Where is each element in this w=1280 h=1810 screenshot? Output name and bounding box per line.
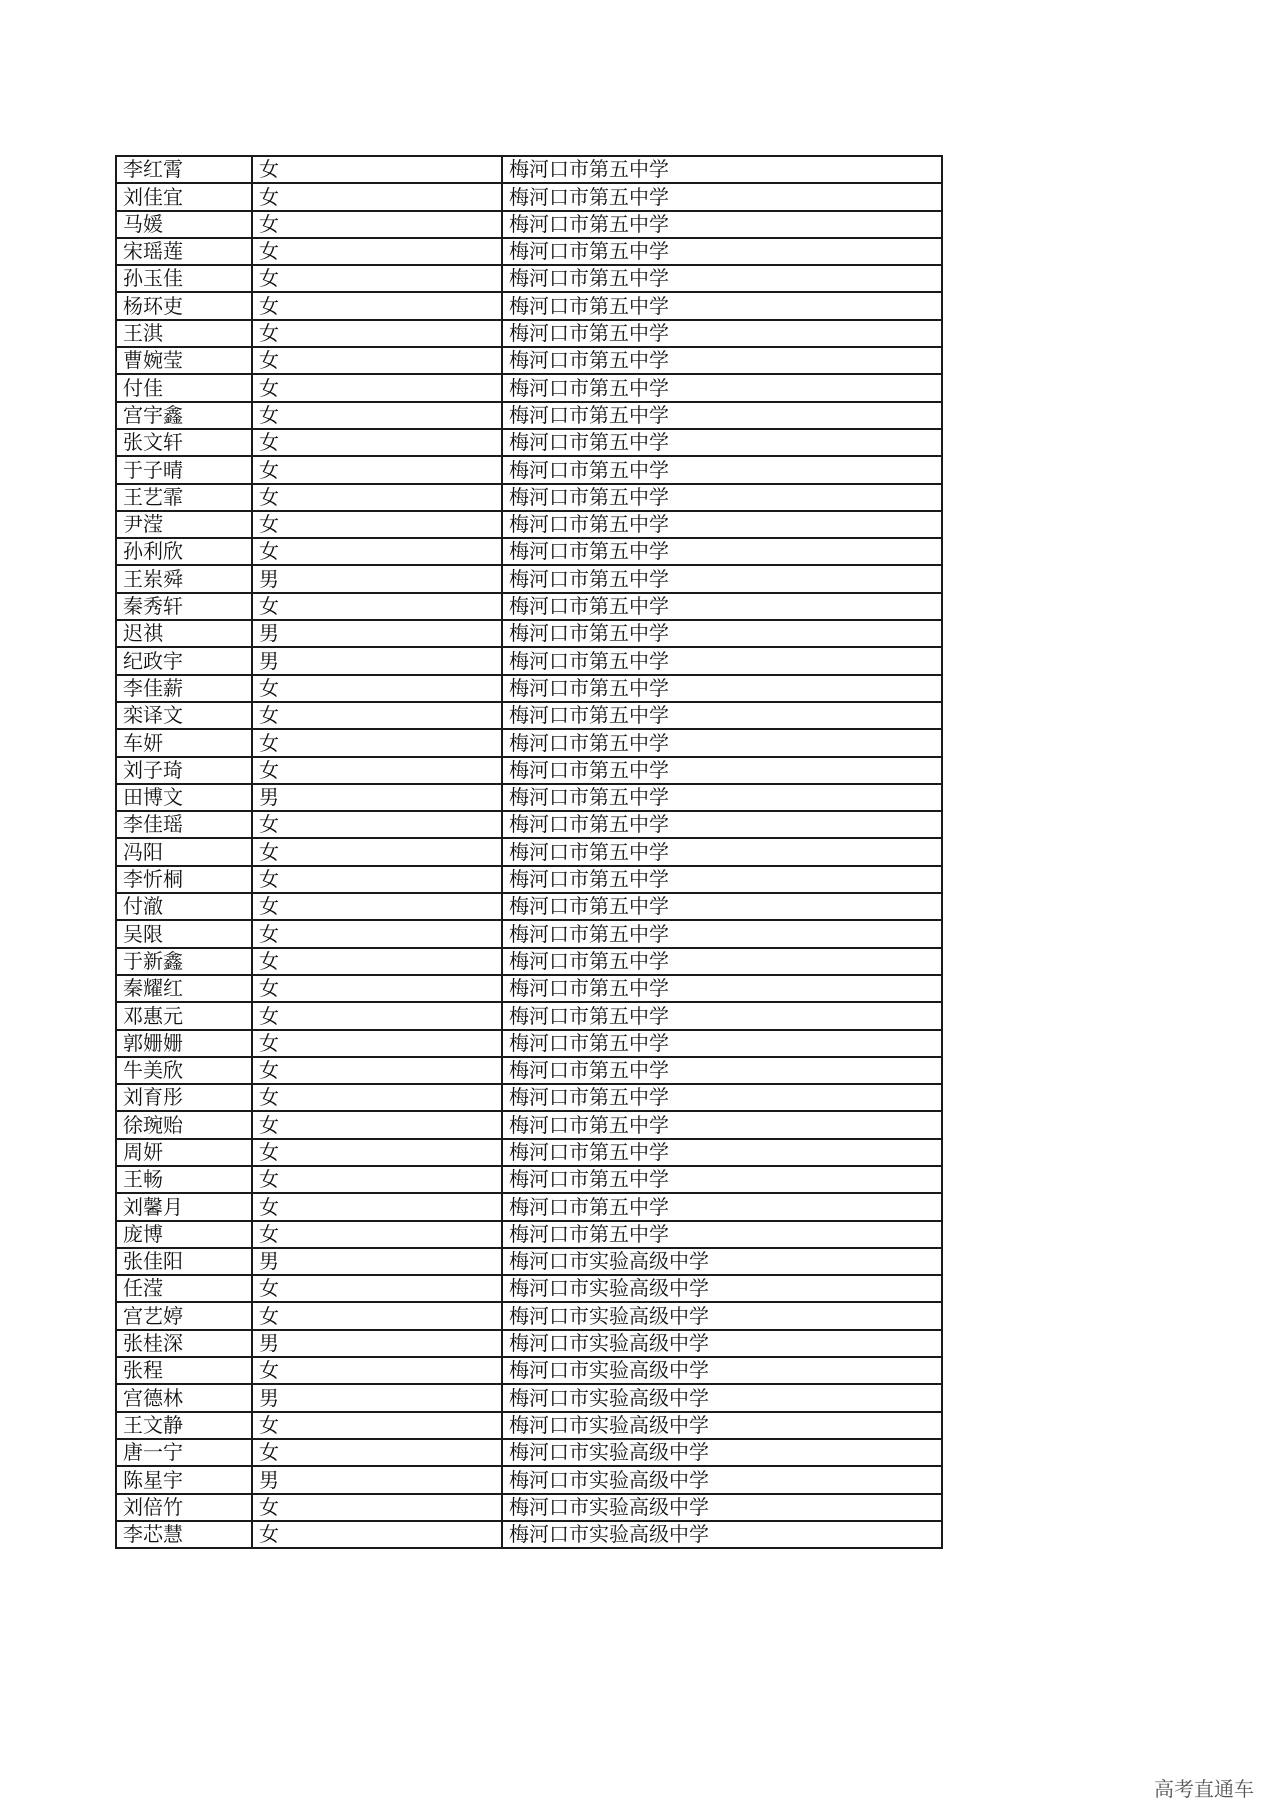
gender-cell: 女 xyxy=(252,183,502,210)
table-row xyxy=(116,1466,942,1493)
school-cell: 梅河口市第五中学 xyxy=(502,1166,942,1193)
gender-cell: 女 xyxy=(252,347,502,374)
table-row xyxy=(116,156,942,183)
gender-cell: 女 xyxy=(252,265,502,292)
name-cell: 宫宇鑫 xyxy=(116,402,252,429)
name-cell: 马媛 xyxy=(116,211,252,238)
school-cell: 梅河口市第五中学 xyxy=(502,183,942,210)
table-row xyxy=(116,292,942,319)
name-cell: 宫德林 xyxy=(116,1384,252,1411)
gender-cell: 女 xyxy=(252,1275,502,1302)
school-cell: 梅河口市第五中学 xyxy=(502,265,942,292)
gender-cell: 女 xyxy=(252,320,502,347)
name-cell: 王畅 xyxy=(116,1166,252,1193)
school-cell: 梅河口市第五中学 xyxy=(502,456,942,483)
name-cell: 刘馨月 xyxy=(116,1193,252,1220)
school-cell: 梅河口市第五中学 xyxy=(502,729,942,756)
table-row xyxy=(116,620,942,647)
school-cell: 梅河口市第五中学 xyxy=(502,866,942,893)
name-cell: 唐一宁 xyxy=(116,1439,252,1466)
gender-cell: 女 xyxy=(252,702,502,729)
name-cell: 李红霄 xyxy=(116,156,252,183)
table-row xyxy=(116,1139,942,1166)
table-row xyxy=(116,1275,942,1302)
school-cell: 梅河口市实验高级中学 xyxy=(502,1521,942,1548)
school-cell: 梅河口市第五中学 xyxy=(502,1057,942,1084)
name-cell: 纪政宇 xyxy=(116,647,252,674)
table-row xyxy=(116,838,942,865)
table-row xyxy=(116,1384,942,1411)
gender-cell: 女 xyxy=(252,1494,502,1521)
table-row xyxy=(116,238,942,265)
gender-cell: 女 xyxy=(252,1139,502,1166)
name-cell: 王文静 xyxy=(116,1412,252,1439)
school-cell: 梅河口市第五中学 xyxy=(502,1030,942,1057)
table-row xyxy=(116,456,942,483)
gender-cell: 女 xyxy=(252,402,502,429)
gender-cell: 男 xyxy=(252,647,502,674)
name-cell: 刘育彤 xyxy=(116,1084,252,1111)
school-cell: 梅河口市实验高级中学 xyxy=(502,1494,942,1521)
name-cell: 曹婉莹 xyxy=(116,347,252,374)
school-cell: 梅河口市第五中学 xyxy=(502,1221,942,1248)
table-row xyxy=(116,1439,942,1466)
name-cell: 任滢 xyxy=(116,1275,252,1302)
name-cell: 王艺霏 xyxy=(116,484,252,511)
name-cell: 张桂深 xyxy=(116,1330,252,1357)
school-cell: 梅河口市第五中学 xyxy=(502,893,942,920)
gender-cell: 女 xyxy=(252,511,502,538)
school-cell: 梅河口市第五中学 xyxy=(502,511,942,538)
table-row xyxy=(116,402,942,429)
name-cell: 栾译文 xyxy=(116,702,252,729)
name-cell: 张文轩 xyxy=(116,429,252,456)
table-row xyxy=(116,1330,942,1357)
school-cell: 梅河口市第五中学 xyxy=(502,1002,942,1029)
gender-cell: 女 xyxy=(252,1111,502,1138)
table-row xyxy=(116,511,942,538)
table-row xyxy=(116,347,942,374)
name-cell: 徐琬贻 xyxy=(116,1111,252,1138)
name-cell: 王淇 xyxy=(116,320,252,347)
gender-cell: 女 xyxy=(252,1166,502,1193)
school-cell: 梅河口市第五中学 xyxy=(502,757,942,784)
school-cell: 梅河口市第五中学 xyxy=(502,402,942,429)
table-row xyxy=(116,729,942,756)
school-cell: 梅河口市第五中学 xyxy=(502,565,942,592)
gender-cell: 女 xyxy=(252,292,502,319)
name-cell: 尹滢 xyxy=(116,511,252,538)
table-row xyxy=(116,593,942,620)
table-row xyxy=(116,1248,942,1275)
school-cell: 梅河口市第五中学 xyxy=(502,292,942,319)
table-row xyxy=(116,866,942,893)
gender-cell: 女 xyxy=(252,1084,502,1111)
table-row xyxy=(116,948,942,975)
gender-cell: 女 xyxy=(252,975,502,1002)
name-cell: 王岽舜 xyxy=(116,565,252,592)
gender-cell: 女 xyxy=(252,1357,502,1384)
school-cell: 梅河口市实验高级中学 xyxy=(502,1439,942,1466)
school-cell: 梅河口市第五中学 xyxy=(502,593,942,620)
name-cell: 秦秀轩 xyxy=(116,593,252,620)
table-row xyxy=(116,1030,942,1057)
name-cell: 邓惠元 xyxy=(116,1002,252,1029)
gender-cell: 女 xyxy=(252,156,502,183)
name-cell: 宋瑶莲 xyxy=(116,238,252,265)
watermark-text: 高考直通车 xyxy=(1154,1777,1254,1801)
school-cell: 梅河口市第五中学 xyxy=(502,811,942,838)
gender-cell: 女 xyxy=(252,1057,502,1084)
school-cell: 梅河口市第五中学 xyxy=(502,784,942,811)
gender-cell: 女 xyxy=(252,920,502,947)
table-row xyxy=(116,320,942,347)
table-row xyxy=(116,1111,942,1138)
gender-cell: 女 xyxy=(252,1521,502,1548)
table-row xyxy=(116,1221,942,1248)
school-cell: 梅河口市第五中学 xyxy=(502,1084,942,1111)
name-cell: 庞博 xyxy=(116,1221,252,1248)
gender-cell: 女 xyxy=(252,456,502,483)
table-row xyxy=(116,1521,942,1548)
table-row xyxy=(116,1302,942,1329)
school-cell: 梅河口市实验高级中学 xyxy=(502,1248,942,1275)
table-row xyxy=(116,1084,942,1111)
name-cell: 付澈 xyxy=(116,893,252,920)
gender-cell: 女 xyxy=(252,484,502,511)
table-row xyxy=(116,211,942,238)
table-row xyxy=(116,757,942,784)
gender-cell: 女 xyxy=(252,1193,502,1220)
school-cell: 梅河口市第五中学 xyxy=(502,1139,942,1166)
name-cell: 刘倍竹 xyxy=(116,1494,252,1521)
gender-cell: 女 xyxy=(252,811,502,838)
gender-cell: 男 xyxy=(252,784,502,811)
gender-cell: 女 xyxy=(252,238,502,265)
gender-cell: 女 xyxy=(252,211,502,238)
name-cell: 张程 xyxy=(116,1357,252,1384)
table-row xyxy=(116,429,942,456)
table-row xyxy=(116,1412,942,1439)
table-row xyxy=(116,893,942,920)
name-cell: 张佳阳 xyxy=(116,1248,252,1275)
name-cell: 吴限 xyxy=(116,920,252,947)
roster-table xyxy=(115,155,943,1549)
gender-cell: 男 xyxy=(252,1330,502,1357)
name-cell: 陈星宇 xyxy=(116,1466,252,1493)
table-row xyxy=(116,265,942,292)
name-cell: 秦耀红 xyxy=(116,975,252,1002)
school-cell: 梅河口市第五中学 xyxy=(502,320,942,347)
school-cell: 梅河口市实验高级中学 xyxy=(502,1466,942,1493)
table-row xyxy=(116,484,942,511)
gender-cell: 男 xyxy=(252,1384,502,1411)
school-cell: 梅河口市第五中学 xyxy=(502,1111,942,1138)
name-cell: 周妍 xyxy=(116,1139,252,1166)
school-cell: 梅河口市第五中学 xyxy=(502,920,942,947)
school-cell: 梅河口市实验高级中学 xyxy=(502,1302,942,1329)
roster-table-body xyxy=(116,156,942,1548)
name-cell: 郭姗姗 xyxy=(116,1030,252,1057)
name-cell: 李佳瑶 xyxy=(116,811,252,838)
school-cell: 梅河口市第五中学 xyxy=(502,948,942,975)
school-cell: 梅河口市第五中学 xyxy=(502,374,942,401)
school-cell: 梅河口市实验高级中学 xyxy=(502,1384,942,1411)
gender-cell: 女 xyxy=(252,593,502,620)
table-row xyxy=(116,975,942,1002)
name-cell: 牛美欣 xyxy=(116,1057,252,1084)
school-cell: 梅河口市实验高级中学 xyxy=(502,1412,942,1439)
school-cell: 梅河口市第五中学 xyxy=(502,838,942,865)
table-row xyxy=(116,1494,942,1521)
gender-cell: 男 xyxy=(252,1466,502,1493)
table-row xyxy=(116,538,942,565)
gender-cell: 女 xyxy=(252,1412,502,1439)
table-row xyxy=(116,675,942,702)
name-cell: 孙玉佳 xyxy=(116,265,252,292)
school-cell: 梅河口市第五中学 xyxy=(502,484,942,511)
school-cell: 梅河口市第五中学 xyxy=(502,156,942,183)
name-cell: 李佳薪 xyxy=(116,675,252,702)
table-row xyxy=(116,1002,942,1029)
gender-cell: 男 xyxy=(252,620,502,647)
school-cell: 梅河口市第五中学 xyxy=(502,238,942,265)
gender-cell: 女 xyxy=(252,838,502,865)
name-cell: 于新鑫 xyxy=(116,948,252,975)
table-row xyxy=(116,920,942,947)
gender-cell: 女 xyxy=(252,757,502,784)
school-cell: 梅河口市第五中学 xyxy=(502,211,942,238)
gender-cell: 女 xyxy=(252,893,502,920)
gender-cell: 女 xyxy=(252,374,502,401)
gender-cell: 男 xyxy=(252,565,502,592)
name-cell: 刘子琦 xyxy=(116,757,252,784)
name-cell: 孙利欣 xyxy=(116,538,252,565)
school-cell: 梅河口市第五中学 xyxy=(502,675,942,702)
gender-cell: 女 xyxy=(252,948,502,975)
table-row xyxy=(116,374,942,401)
name-cell: 田博文 xyxy=(116,784,252,811)
school-cell: 梅河口市第五中学 xyxy=(502,347,942,374)
table-row xyxy=(116,811,942,838)
school-cell: 梅河口市第五中学 xyxy=(502,1193,942,1220)
gender-cell: 女 xyxy=(252,1302,502,1329)
table-row xyxy=(116,565,942,592)
name-cell: 李忻桐 xyxy=(116,866,252,893)
name-cell: 迟祺 xyxy=(116,620,252,647)
name-cell: 杨环吏 xyxy=(116,292,252,319)
name-cell: 李芯慧 xyxy=(116,1521,252,1548)
gender-cell: 女 xyxy=(252,429,502,456)
gender-cell: 女 xyxy=(252,538,502,565)
school-cell: 梅河口市实验高级中学 xyxy=(502,1330,942,1357)
name-cell: 付佳 xyxy=(116,374,252,401)
table-row xyxy=(116,647,942,674)
name-cell: 刘佳宜 xyxy=(116,183,252,210)
table-row xyxy=(116,702,942,729)
school-cell: 梅河口市第五中学 xyxy=(502,647,942,674)
gender-cell: 女 xyxy=(252,1030,502,1057)
school-cell: 梅河口市第五中学 xyxy=(502,975,942,1002)
gender-cell: 女 xyxy=(252,866,502,893)
table-row xyxy=(116,1057,942,1084)
name-cell: 冯阳 xyxy=(116,838,252,865)
gender-cell: 男 xyxy=(252,1248,502,1275)
table-row xyxy=(116,1357,942,1384)
gender-cell: 女 xyxy=(252,1221,502,1248)
school-cell: 梅河口市第五中学 xyxy=(502,702,942,729)
name-cell: 于子晴 xyxy=(116,456,252,483)
gender-cell: 女 xyxy=(252,1002,502,1029)
gender-cell: 女 xyxy=(252,1439,502,1466)
school-cell: 梅河口市实验高级中学 xyxy=(502,1357,942,1384)
table-row xyxy=(116,1166,942,1193)
school-cell: 梅河口市第五中学 xyxy=(502,620,942,647)
school-cell: 梅河口市实验高级中学 xyxy=(502,1275,942,1302)
gender-cell: 女 xyxy=(252,675,502,702)
gender-cell: 女 xyxy=(252,729,502,756)
table-row xyxy=(116,784,942,811)
name-cell: 宫艺婷 xyxy=(116,1302,252,1329)
name-cell: 车妍 xyxy=(116,729,252,756)
school-cell: 梅河口市第五中学 xyxy=(502,429,942,456)
table-row xyxy=(116,183,942,210)
table-row xyxy=(116,1193,942,1220)
school-cell: 梅河口市第五中学 xyxy=(502,538,942,565)
